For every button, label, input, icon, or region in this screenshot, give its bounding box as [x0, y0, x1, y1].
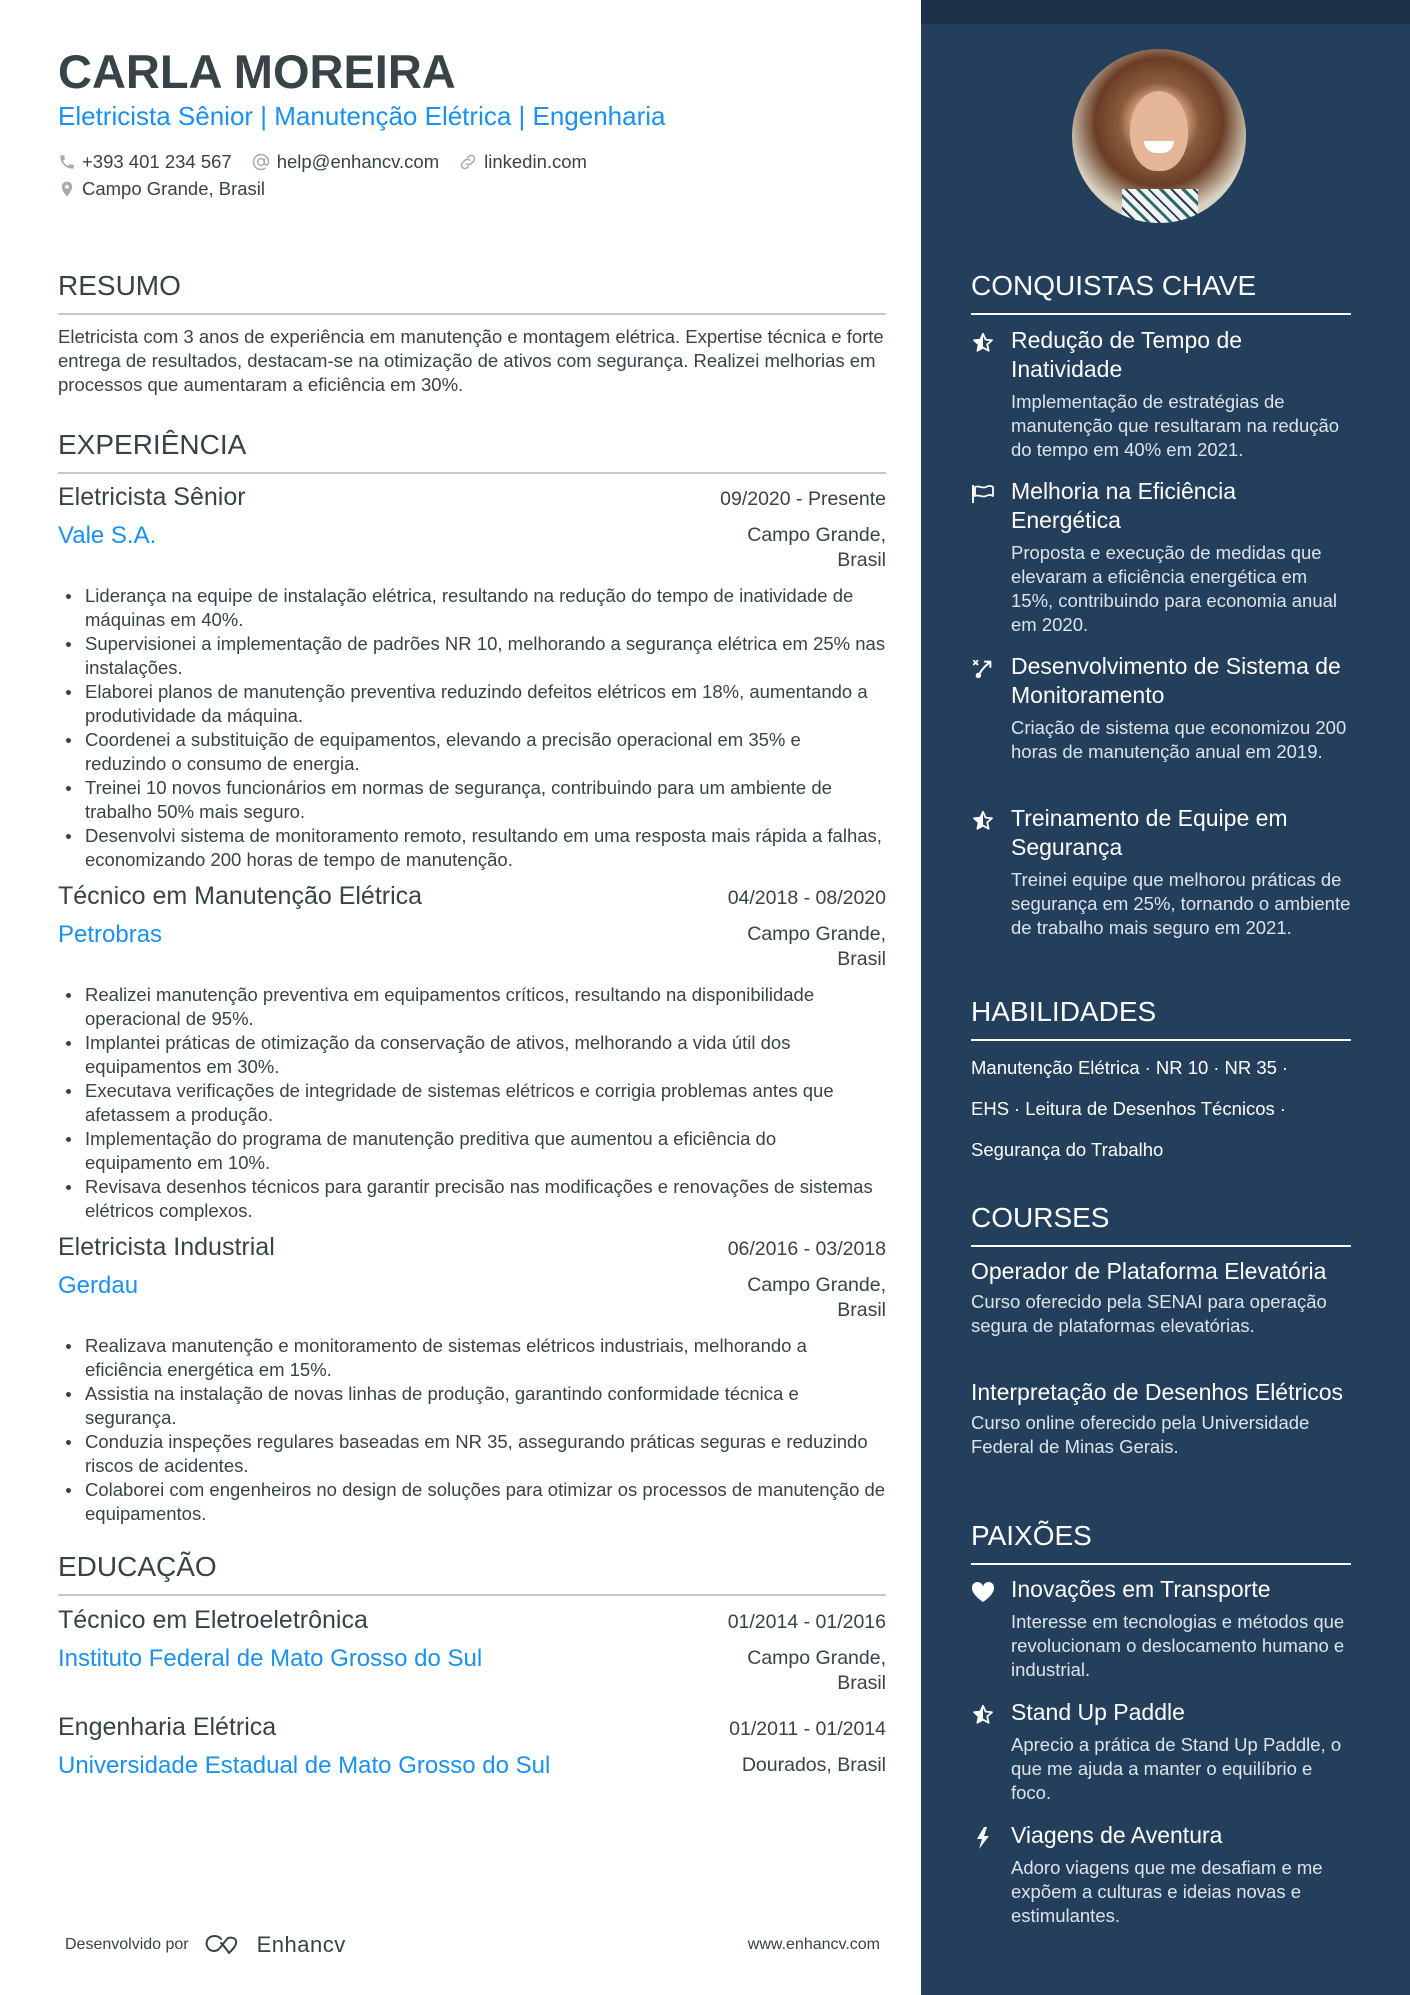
courses-section — [971, 1200, 1351, 1247]
job-dates: 06/2016 - 03/2018 — [727, 1238, 886, 1260]
skill-separator: · — [1279, 1098, 1286, 1119]
section-divider — [58, 472, 886, 474]
footer-url[interactable]: www.enhancv.com — [747, 1936, 880, 1953]
bullet-item: Revisava desenhos técnicos para garantir precisão nas modificações e renovações de sistemas elétricos complexos. — [58, 1175, 886, 1223]
passion-title: Viagens de Aventura — [1011, 1822, 1223, 1848]
enhancv-logo-icon — [201, 1933, 247, 1957]
education-entry — [58, 1711, 886, 1781]
skill-tag: NR 35 — [1224, 1057, 1277, 1078]
email-contact[interactable] — [251, 149, 439, 175]
experience-entry — [58, 880, 886, 1223]
section-divider — [971, 1563, 1351, 1565]
candidate-name: CARLA MOREIRA — [58, 45, 456, 98]
achievement-title: Redução de Tempo de Inatividade — [1011, 327, 1243, 382]
job-dates: 04/2018 - 08/2020 — [727, 887, 886, 909]
company-name[interactable]: Gerdau — [58, 1272, 139, 1299]
bullet-item: Realizei manutenção preventiva em equipamentos críticos, resultando na disponibilidade operacional de 95%. — [58, 983, 886, 1031]
degree-title: Técnico em Eletroeletrônica — [58, 1606, 368, 1634]
course-description: Curso oferecido pela SENAI para operação segura de plataformas elevatórias. — [971, 1291, 1327, 1336]
phone-icon — [58, 153, 76, 171]
job-title: Eletricista Industrial — [58, 1233, 275, 1261]
heart-icon — [971, 1580, 995, 1604]
section-divider — [58, 1594, 886, 1596]
bullet-item: Realizava manutenção e monitoramento de sistemas elétricos industriais, melhorando a eficiência energética em 15%. — [58, 1334, 886, 1382]
section-title-courses: COURSES — [971, 1202, 1110, 1233]
powered-by-label: Desenvolvido por — [65, 1936, 189, 1953]
photo-shirt — [1122, 189, 1198, 223]
degree-title: Engenharia Elétrica — [58, 1713, 277, 1741]
bullet-item: Implementação do programa de manutenção preditiva que aumentou a eficiência do equipamento em 10%. — [58, 1127, 886, 1175]
bullet-item: Coordenei a substituição de equipamentos, elevando a precisão operacional em 35% e reduzindo o consumo de energia. — [58, 728, 886, 776]
at-sign-icon — [251, 152, 271, 172]
job-location: Campo Grande, Brasil — [747, 1274, 886, 1321]
bullet-item: Colaborei com engenheiros no design de soluções para otimizar os processos de manutenção de equipamentos. — [58, 1478, 886, 1526]
skill-separator: · — [1014, 1098, 1021, 1119]
job-title: Técnico em Manutenção Elétrica — [58, 882, 423, 910]
education-dates: 01/2011 - 01/2014 — [729, 1718, 886, 1740]
bullet-item: Treinei 10 novos funcionários em normas de segurança, contribuindo para um ambiente de trabalho 50% mais seguro. — [58, 776, 886, 824]
job-location: Campo Grande, Brasil — [747, 923, 886, 970]
passion-item — [971, 1575, 1351, 1682]
passion-description: Aprecio a prática de Stand Up Paddle, o que me ajuda a manter o equilíbrio e foco. — [1011, 1734, 1342, 1803]
section-divider — [58, 313, 886, 315]
achievement-description: Implementação de estratégias de manutenção que resultaram na redução do tempo em 40% em 2021. — [1011, 391, 1340, 460]
achievement-item — [971, 326, 1351, 462]
education-section — [58, 1549, 886, 1596]
section-title-education: EDUCAÇÃO — [58, 1551, 217, 1582]
achievement-item — [971, 477, 1351, 637]
contact-info — [58, 148, 606, 202]
experience-entry — [58, 1231, 886, 1526]
star-half-icon — [971, 1703, 995, 1727]
achievement-description: Proposta e execução de medidas que elevaram a eficiência energética em 15%, contribuindo para economia anual em 2020. — [1011, 542, 1338, 635]
course-title: Operador de Plataforma Elevatória — [971, 1258, 1327, 1284]
photo-face — [1130, 91, 1188, 171]
bullet-item: Desenvolvi sistema de monitoramento remoto, resultando em uma resposta mais rápida a falhas, economizando 200 horas de tempo de manutenção. — [58, 824, 886, 872]
skills-list — [971, 1047, 1351, 1170]
section-title-experience: EXPERIÊNCIA — [58, 429, 247, 460]
candidate-headline: Eletricista Sênior | Manutenção Elétrica | Engenharia — [58, 101, 666, 131]
section-title-summary: RESUMO — [58, 270, 181, 301]
skill-separator: · — [1281, 1057, 1289, 1078]
skill-tag: EHS — [971, 1098, 1010, 1119]
skill-tag: Segurança do Trabalho — [971, 1139, 1164, 1160]
passion-description: Adoro viagens que me desafiam e me expõem a culturas e ideias novas e estimulantes. — [1011, 1857, 1323, 1926]
achievement-description: Criação de sistema que economizou 200 horas de manutenção anual em 2019. — [1011, 717, 1347, 762]
skill-tag: NR 10 — [1155, 1057, 1209, 1078]
skill-separator: · — [1144, 1057, 1151, 1078]
job-bullets — [58, 1334, 886, 1526]
section-divider — [971, 1245, 1351, 1247]
school-name[interactable]: Universidade Estadual de Mato Grosso do Sul — [58, 1752, 551, 1779]
bullet-item: Supervisionei a implementação de padrões NR 10, melhorando a segurança elétrica em 25% nas instalações. — [58, 632, 886, 680]
achievements-section — [971, 268, 1351, 315]
lightning-icon — [971, 1826, 995, 1850]
course-item — [971, 1378, 1351, 1459]
achievement-item — [971, 804, 1351, 940]
bullet-item: Implantei práticas de otimização da conservação de ativos, melhorando a vida útil dos equipamentos em 30%. — [58, 1031, 886, 1079]
skill-tag: Leitura de Desenhos Técnicos — [1025, 1098, 1275, 1119]
section-divider — [971, 1039, 1351, 1041]
footer — [65, 1930, 880, 1960]
skills-section — [971, 994, 1351, 1170]
location-text: Campo Grande, Brasil — [82, 177, 266, 199]
website-contact[interactable] — [458, 149, 587, 175]
experience-entry — [58, 481, 886, 872]
school-name[interactable]: Instituto Federal de Mato Grosso do Sul — [58, 1645, 483, 1672]
phone-number: +393 401 234 567 — [82, 150, 232, 172]
passion-item — [971, 1821, 1351, 1928]
bullet-item: Conduzia inspeções regulares baseadas em NR 35, assegurando práticas seguras e reduzindo riscos de acidentes. — [58, 1430, 886, 1478]
bullet-item: Executava verificações de integridade de sistemas elétricos e corrigia problemas antes que afetassem a produção. — [58, 1079, 886, 1127]
section-divider — [971, 313, 1351, 315]
phone-contact[interactable] — [58, 149, 232, 175]
course-item — [971, 1257, 1351, 1338]
main-column — [58, 0, 886, 1995]
section-title-achievements: CONQUISTAS CHAVE — [971, 270, 1257, 301]
achievement-title: Melhoria na Eficiência Energética — [1011, 478, 1237, 533]
education-location: Dourados, Brasil — [741, 1754, 886, 1776]
job-location: Campo Grande, Brasil — [747, 524, 886, 571]
job-title: Eletricista Sênior — [58, 483, 246, 511]
route-icon — [971, 657, 995, 681]
bullet-item: Elaborei planos de manutenção preventiva reduzindo defeitos elétricos em 18%, aumentando a produtividade da máquina. — [58, 680, 886, 728]
job-bullets — [58, 584, 886, 872]
bullet-item: Assistia na instalação de novas linhas de produção, garantindo conformidade técnica e segurança. — [58, 1382, 886, 1430]
location-contact — [58, 176, 265, 202]
passion-title: Stand Up Paddle — [1011, 1699, 1185, 1725]
section-title-passions: PAIXÕES — [971, 1520, 1092, 1551]
achievement-item — [971, 652, 1351, 764]
job-bullets — [58, 983, 886, 1223]
bullet-item: Liderança na equipe de instalação elétrica, resultando na redução do tempo de inatividade de máquinas em 40%. — [58, 584, 886, 632]
brand-name: Enhancv — [256, 1932, 346, 1957]
achievement-title: Desenvolvimento de Sistema de Monitoramento — [1011, 653, 1341, 708]
job-dates: 09/2020 - Presente — [720, 488, 886, 510]
passions-section — [971, 1518, 1351, 1565]
section-title-skills: HABILIDADES — [971, 996, 1157, 1027]
email-address: help@enhancv.com — [276, 150, 440, 172]
achievement-description: Treinei equipe que melhorou práticas de segurança em 25%, tornando o ambiente de trabalho mais seguro em 2021. — [1011, 869, 1351, 938]
link-icon — [458, 152, 478, 172]
company-name[interactable]: Vale S.A. — [58, 522, 157, 549]
education-entry — [58, 1604, 886, 1696]
star-half-icon — [971, 809, 995, 833]
skill-tag: Manutenção Elétrica — [971, 1057, 1140, 1078]
profile-photo — [1072, 49, 1246, 223]
sidebar — [921, 0, 1410, 1995]
education-location: Campo Grande, Brasil — [747, 1647, 886, 1694]
education-dates: 01/2014 - 01/2016 — [727, 1611, 886, 1633]
skill-separator: · — [1213, 1057, 1220, 1078]
summary-text: Eletricista com 3 anos de experiência em manutenção e montagem elétrica. Expertise técnica e forte entrega de resultados, destacam-se na otimização de ativos com segurança. Realizei melhorias em processos que aumentaram a eficiência em 30%. — [58, 326, 884, 395]
flag-icon — [971, 482, 995, 506]
experience-section — [58, 427, 886, 474]
sidebar-top-band — [921, 0, 1410, 24]
website-url: linkedin.com — [484, 150, 587, 172]
map-pin-icon — [58, 179, 76, 199]
company-name[interactable]: Petrobras — [58, 921, 163, 948]
star-half-icon — [971, 331, 995, 355]
summary-section — [58, 268, 886, 397]
course-description: Curso online oferecido pela Universidade Federal de Minas Gerais. — [971, 1412, 1310, 1457]
course-title: Interpretação de Desenhos Elétricos — [971, 1379, 1344, 1405]
passion-description: Interesse em tecnologias e métodos que revolucionam o deslocamento humano e industrial. — [1011, 1611, 1345, 1680]
passion-title: Inovações em Transporte — [1011, 1576, 1271, 1602]
achievement-title: Treinamento de Equipe em Segurança — [1011, 805, 1288, 860]
passion-item — [971, 1698, 1351, 1805]
